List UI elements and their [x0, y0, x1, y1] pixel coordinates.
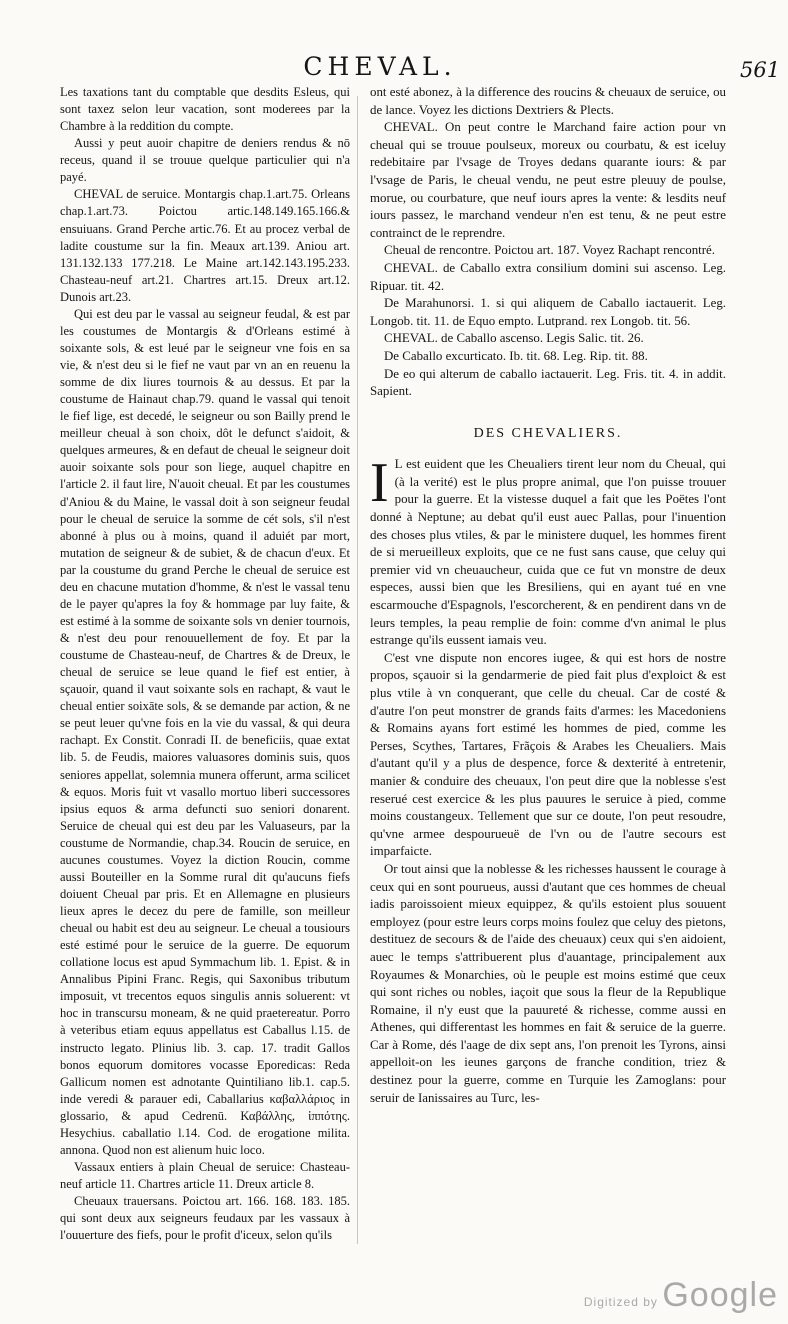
watermark-small: Digitized by: [583, 1295, 658, 1309]
paragraph: Cheuaux trauersans. Poictou art. 166. 168. 183. 185. qui sont deux aux seigneurs feudaux par les vassaux à l'ouuerture des fiefs, pour le profit d'iceux, selon qu'ils: [60, 1194, 350, 1243]
drop-cap: I: [370, 452, 389, 515]
paragraph: CHEVAL de seruice. Montargis chap.1.art.75. Orleans chap.1.art.73. Poictou artic.148.149.165.166.& ensuiuans. Grand Perche artic.76. Et au procez verbal de ladite coustume sur la fin. Meaux art.139. Aniou art. 131.132.133 177.218. Le Maine art.142.143.195.233. Chasteau-neuf art.21. Chartres art.15. Dreux art.12. Dunois art.23.: [60, 187, 350, 304]
right-column: [370, 84, 726, 1107]
paragraph: Qui est deu par le vassal au seigneur feudal, & est par les coustumes de Montargis & d'Orleans estimé à soixante sols, & est leué par le seigneur vne fois en sa vie, & n'est deu si le fief ne vaut par vn an en reuenu la somme de dix liures tournois & au dessus. Et par la coustume de Hainaut chap.79. quand le vassal qui tenoit le fief lige, est decedé, le seigneur ou son Bailly prend le meilleur cheual à son choix, dôt le defunct s'aidoit, & quelques armeures, & en defaut de cheual le seigneur doit auoir soixante sols pour son liege, auquel chapitre en l'article 2. il faut lire, N'auoit cheual. Et par les coustumes d'Aniou & du Maine, le vassal doit à son seigneur feudal pour le cheual de seruice la somme de cét sols, s'il n'est abonné à plus ou à moins, quand il aduiét par mort, mutation de seigneur & de subiet, & de chacun d'eux. Et par la coustume du grand Perche le cheual de seruice est deu en chacune mutation d'homme, & n'est le vassal tenu de le payer qu'apres la foy & hommage par luy faite, & est estimé à la somme de soixante sols vn denier tournois, & n'est deu pour renouuellement de foy. Et par la coustume de Chasteau-neuf, de Chartres & de Dreux, le cheual de seruice se leue quand le fief est entier, à sçauoir, quand il vaut soixante sols en rachapt, & vaut le cheual entier soixāte sols, & se demande par action, & ne se peut leuer qu'vne fois en la vie du vassal, & qui deura rachapt. Ex Constit. Conradi II. de beneficiis, quae extat lib. 5. de Feudis, maiores valuasores dominis suis, quos seniores appellat, solemnia munera offerunt, arma scilicet & equos. Moris fuit vt vasallo mortuo liberi successores ipsius equos & arma defuncti suo seniori donarent. Seruice de cheual qui est deu par les Valuaseurs, par la coustume de Normandie, chap.34. Roucin de seruice, en aucunes coustumes. Voyez la diction Roucin, comme aussi Bouteiller en la Somme rural dit qu'aucuns fiefs doiuent Cheual par pris. Et en Allemagne en plusieurs lieux apres le decez du pere de famille, son meilleur cheual ou habit est deu au seigneur. Le cheual a tousiours esté estimé pour le seruice de la guerre. De equorum collatione locus est apud Symmachum lib. 1. Epist. & in Annalibus Pipini Franc. Regis, qui Saxonibus tributum imposuit, vt trecentos equos singulis annis soluerent: vt hoc in transcursu moneam, & ne quid praetereatur. Porro à veteribus etiam equus appellatus est Caballus l.15. de instructo legato. Plinius lib. 3. cap. 17. tradit Gallos bonos equorum domitores vocasse Eporedicas: Reda Gallicum nomen est adnotante Quintiliano lib.1. cap.5. inde veredi & parauer edi, Caballarius καβαλλάριος in glossario, & apud Cedrenū. Καβάλλης, ἱππότης. Hesychius. caballatio l.14. Cod. de erogatione milita. annona. Quod non est alienum huic loco.: [60, 306, 350, 1157]
paragraph: CHEVAL. On peut contre le Marchand faire action pour vn cheual qui se trouue poulseux, moreux ou courbatu, & est iceluy redebitaire par l'vsage de Troyes dedans quarante iours: & par l'vsage de Paris, le cheual vendu, ne peut estre pleuuy de poulse, morue, ou courbature, que neuf iours apres la vente: & lesdits neuf iours passez, le marchand vendeur n'en est tenu, & ne peut estre contrainct de le reprendre.: [370, 120, 726, 240]
paragraph: Cheual de rencontre. Poictou art. 187. Voyez Rachapt rencontré.: [384, 243, 715, 258]
paragraph-text: L est euident que les Cheualiers tirent leur nom du Cheual, qui (à la verité) est le plus propre animal, que l'on puisse trouuer pour la guerre. Et la vistesse duquel a fait que les Poëtes l'ont donné à Neptune; au debat qu'il eust auec Pallas, pour l'inuention des choses plus vtiles, & par le ministere duquel, les hommes firent de si merueilleux exploits, que ce ne fust sans cause, que celuy qui premier vid vn cheuaucheur, cuida que ce fut vn monstre de deux especes, aussi bien que les Bresiliens, qui en ayant tué en vne escarmouche d'Espagnols, l'escorcherent, & en pendirent dans vn de leurs temples, la peau remplie de foin: comme d'vn animal le plus estrange qu'ils eussent iamais veu.: [370, 457, 726, 648]
paragraph: C'est vne dispute non encores iugee, & qui est hors de nostre propos, sçauoir si la gendarmerie de pied fait plus d'exploict & est plus vtile à vn conquerant, que celle du cheual. Car de costé & d'autre l'on peut monstrer de grands faits d'armes: les Macedoniens & Romains ayans fort estimé les hommes de pied, comme les Perses, Scythes, Tartares, Frãçois & Arabes les Cheualiers. Mais d'autant qu'il y a plus de despence, force & dexterité à entretenir, manier & conduire des cheuaux, l'on peut dire que la noblesse s'est reserué cest exercice & les plus pauures le seruice à pied, comme moins coustangeux. Tellement que sur ce doute, l'on peut resoudre, qu'vne armee despourueuë de l'vn ou de l'autre secours est imparfaicte.: [370, 650, 726, 859]
paragraph: [370, 452, 726, 650]
paragraph: De eo qui alterum de caballo iactauerit. Leg. Fris. tit. 4. in addit. Sapient.: [370, 366, 726, 399]
section-heading: DES CHEVALIERS.: [473, 425, 623, 441]
column-divider: [357, 96, 358, 1244]
left-column: [60, 84, 350, 1244]
page-number: 561: [740, 58, 781, 82]
paragraph: CHEVAL. de Caballo ascenso. Legis Salic. tit. 26.: [384, 331, 644, 346]
running-header: CHEVAL.: [303, 52, 457, 81]
digitized-watermark: [548, 1276, 778, 1315]
google-logo: Google: [662, 1276, 778, 1314]
paragraph: Vassaux entiers à plain Cheual de seruice: Chasteau-neuf article 11. Chartres article 11. Dreux article 8.: [60, 1159, 350, 1191]
paragraph: CHEVAL. de Caballo extra consilium domini sui ascenso. Leg. Ripuar. tit. 42.: [370, 260, 726, 293]
paragraph: Or tout ainsi que la noblesse & les richesses haussent le courage à ceux qui en sont pourueus, aussi d'autant que ces hommes de cheual iadis paroissoient mieux equippez, & qu'ils estoient plus souuent employez (pour estre leurs corps moins foulez que celuy des pietons, destituez de secours & de l'aide des cheuaux) ceux qui s'en aidoient, auec le temps s'attribuerent plus d'auantage, principalement aux Royaumes & Monarchies, où le peuple est moins estimé que ceux qui sont riches ou nobles, iaçoit que sous la fleur de la Republique Romaine, il n'y eust que la pauureté & richesse, comme aussi en Athenes, qui differentast les hommes en fait & seruice de la guerre. Car à Rome, dés l'aage de dix sept ans, l'on prenoit les Tyrons, ainsi appelloit-on les ieunes garçons de franche condition, triez & destinez pour la guerre, comme en Turquie les Zamoglans: pour seruir de Ianissaires au Turc, les-: [370, 861, 726, 1105]
paragraph: Aussi y peut auoir chapitre de deniers rendus & nō receus, quand il se trouue quelque particulier qui n'a payé.: [60, 136, 350, 185]
paragraph: De Marahunorsi. 1. si qui aliquem de Caballo iactauerit. Leg. Longob. tit. 11. de Equo empto. Lutprand. rex Longob. tit. 56.: [370, 296, 726, 328]
paragraph: Les taxations tant du comptable que desdits Esleus, qui sont taxez selon leur vacation, sont moderees par la Chambre à la reddition du compte.: [60, 85, 350, 134]
paragraph: ont esté abonez, à la difference des roucins & cheuaux de seruice, ou de lance. Voyez les dictions Dextriers & Plects.: [370, 85, 726, 117]
paragraph: De Caballo excurticato. Ib. tit. 68. Leg. Rip. tit. 88.: [384, 348, 648, 363]
